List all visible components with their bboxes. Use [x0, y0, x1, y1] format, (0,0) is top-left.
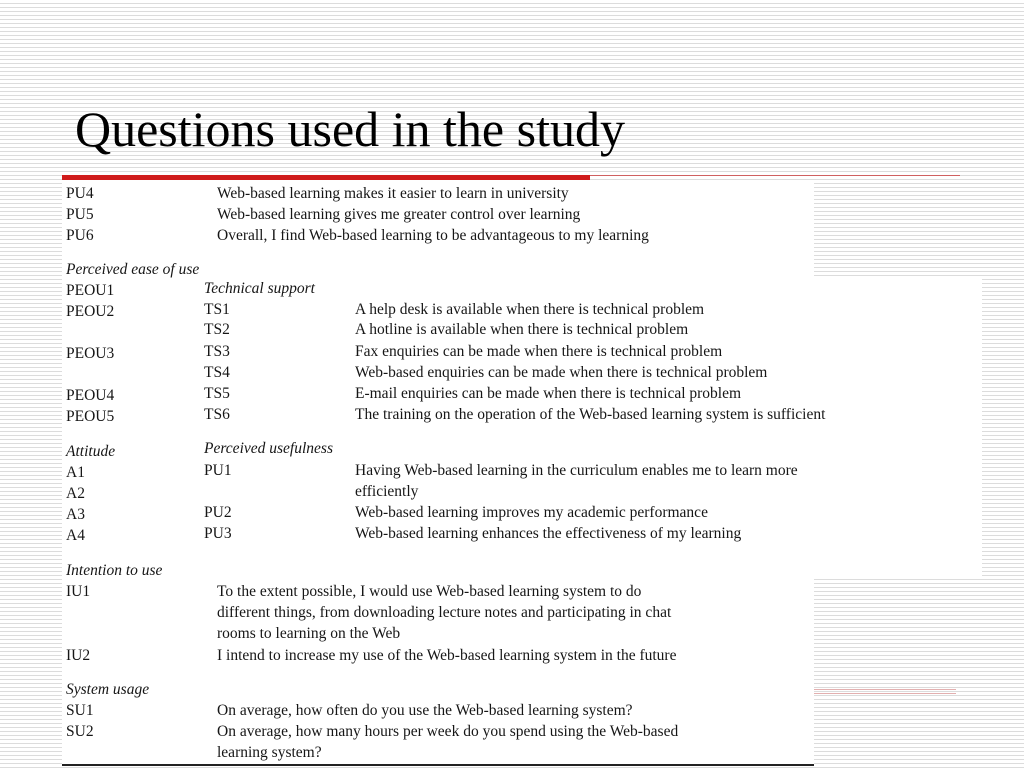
code-pu5: PU5 [66, 206, 94, 223]
text-su2-line2: learning system? [217, 744, 322, 761]
code-ts3: TS3 [204, 343, 230, 360]
text-pu1-line1: Having Web-based learning in the curriculum enables me to learn more [355, 462, 798, 479]
text-pu5: Web-based learning gives me greater control over learning [217, 206, 581, 223]
text-pu6: Overall, I find Web-based learning to be advantageous to my learning [217, 227, 649, 244]
code-pu1: PU1 [204, 462, 232, 479]
text-su2-line1: On average, how many hours per week do you spend using the Web-based [217, 723, 679, 740]
section-perceived-usefulness: Perceived usefulness [204, 440, 333, 457]
section-system-usage: System usage [66, 681, 150, 698]
text-ts1: A help desk is available when there is technical problem [355, 301, 705, 318]
section-intention-to-use: Intention to use [66, 562, 163, 579]
text-pu1-line2: efficiently [355, 483, 419, 500]
code-su1: SU1 [66, 702, 94, 719]
code-pu4: PU4 [66, 185, 94, 202]
section-technical-support: Technical support [204, 280, 315, 297]
code-pu6: PU6 [66, 227, 94, 244]
code-peou5: PEOU5 [66, 408, 115, 425]
section-perceived-ease-of-use: Perceived ease of use [66, 261, 200, 278]
text-ts5: E-mail enquiries can be made when there is technical problem [355, 385, 742, 402]
code-a1: A1 [66, 464, 85, 481]
text-iu1-line3: rooms to learning on the Web [217, 625, 401, 642]
code-iu2: IU2 [66, 647, 91, 664]
code-iu1: IU1 [66, 583, 91, 600]
code-pu3: PU3 [204, 525, 232, 542]
code-a2: A2 [66, 485, 85, 502]
slide-title: Questions used in the study [75, 101, 625, 157]
title-accent-bar [62, 175, 590, 180]
code-peou3: PEOU3 [66, 345, 115, 362]
text-ts3: Fax enquiries can be made when there is technical problem [355, 343, 723, 360]
code-pu2: PU2 [204, 504, 232, 521]
code-ts1: TS1 [204, 301, 230, 318]
code-peou1: PEOU1 [66, 282, 115, 299]
code-ts6: TS6 [204, 406, 230, 423]
decor-rule-1 [814, 689, 956, 690]
table-bottom-border [62, 764, 814, 766]
text-ts6: The training on the operation of the Web-based learning system is sufficient [355, 406, 826, 423]
text-pu4: Web-based learning makes it easier to learn in university [217, 185, 569, 202]
text-pu2: Web-based learning improves my academic performance [355, 504, 708, 521]
text-pu3: Web-based learning enhances the effectiveness of my learning [355, 525, 742, 542]
code-su2: SU2 [66, 723, 94, 740]
section-attitude: Attitude [66, 443, 116, 460]
code-ts4: TS4 [204, 364, 230, 381]
text-iu1-line1: To the extent possible, I would use Web-based learning system to do [217, 583, 642, 600]
text-iu2: I intend to increase my use of the Web-based learning system in the future [217, 647, 677, 664]
text-ts2: A hotline is available when there is technical problem [355, 321, 689, 338]
code-peou4: PEOU4 [66, 387, 115, 404]
code-ts5: TS5 [204, 385, 230, 402]
text-ts4: Web-based enquiries can be made when there is technical problem [355, 364, 768, 381]
code-a4: A4 [66, 527, 85, 544]
code-peou2: PEOU2 [66, 303, 115, 320]
code-a3: A3 [66, 506, 85, 523]
text-su1: On average, how often do you use the Web-based learning system? [217, 702, 633, 719]
code-ts2: TS2 [204, 321, 230, 338]
decor-rule-2 [814, 693, 956, 694]
text-iu1-line2: different things, from downloading lecture notes and participating in chat [217, 604, 672, 621]
title-rule [590, 175, 960, 176]
